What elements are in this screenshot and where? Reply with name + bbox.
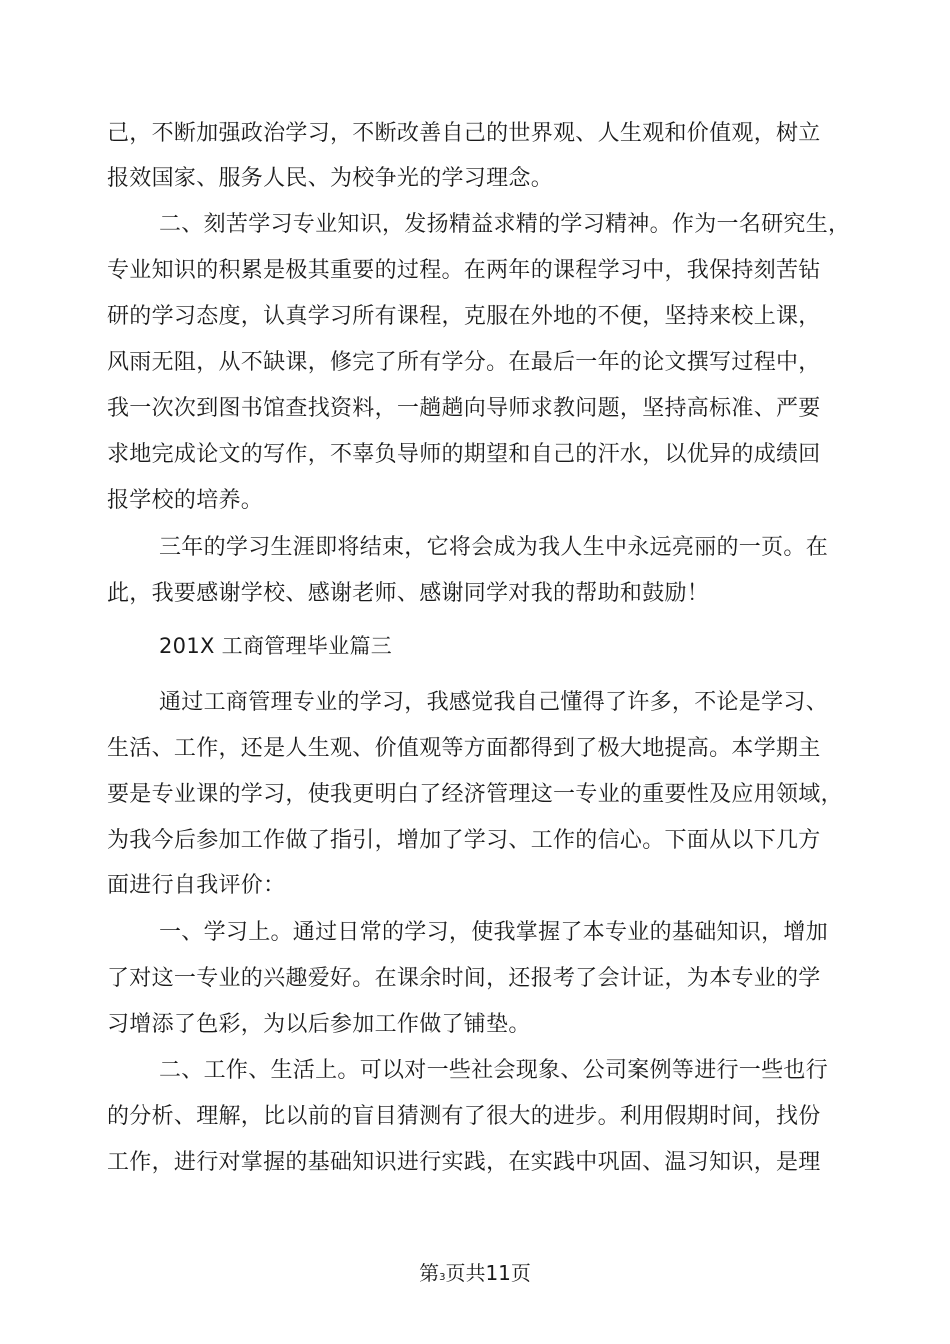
paragraph-line: 生活、工作，还是人生观、价值观等方面都得到了极大地提高。本学期主 xyxy=(107,736,821,761)
paragraph-line: 求地完成论文的写作，不辜负导师的期望和自己的汗水，以优异的成绩回 xyxy=(107,442,821,467)
paragraph-line: 为我今后参加工作做了指引，增加了学习、工作的信心。下面从以下几方 xyxy=(107,828,821,853)
paragraph-line: 二、刻苦学习专业知识，发扬精益求精的学习精神。作为一名研究生， xyxy=(159,212,851,237)
paragraph-line: 己，不断加强政治学习，不断改善自己的世界观、人生观和价值观，树立 xyxy=(107,121,821,146)
paragraph-line: 二、工作、生活上。可以对一些社会现象、公司案例等进行一些也行 xyxy=(159,1058,829,1083)
paragraph-line: 工作，进行对掌握的基础知识进行实践，在实践中巩固、温习知识，是理 xyxy=(107,1150,821,1175)
paragraph-line: 研的学习态度，认真学习所有课程，克服在外地的不便，坚持来校上课， xyxy=(107,304,821,329)
paragraph-line: 三年的学习生涯即将结束，它将会成为我人生中永远亮丽的一页。在 xyxy=(159,535,829,560)
footer-suffix: 页 xyxy=(510,1261,531,1285)
paragraph-line: 习增添了色彩，为以后参加工作做了铺垫。 xyxy=(107,1012,531,1037)
paragraph-line: 报学校的培养。 xyxy=(107,488,264,513)
section-heading: 201X 工商管理毕业篇三 xyxy=(159,634,393,658)
paragraph-line: 我一次次到图书馆查找资料，一趟趟向导师求教问题，坚持高标准、严要 xyxy=(107,396,821,421)
paragraph-line: 面进行自我评价： xyxy=(107,873,286,898)
paragraph-line: 专业知识的积累是极其重要的过程。在两年的课程学习中，我保持刻苦钻 xyxy=(107,258,821,283)
paragraph-line: 一、学习上。通过日常的学习，使我掌握了本专业的基础知识，增加 xyxy=(159,920,829,945)
paragraph-line: 通过工商管理专业的学习，我感觉我自己懂得了许多，不论是学习、 xyxy=(159,690,829,715)
paragraph-line: 了对这一专业的兴趣爱好。在课余时间，还报考了会计证，为本专业的学 xyxy=(107,966,821,991)
paragraph-line: 报效国家、服务人民、为校争光的学习理念。 xyxy=(107,166,554,191)
current-page-number: 3 xyxy=(439,1272,446,1283)
paragraph-line: 此，我要感谢学校、感谢老师、感谢同学对我的帮助和鼓励！ xyxy=(107,581,710,606)
paragraph-line: 风雨无阻，从不缺课，修完了所有学分。在最后一年的论文撰写过程中， xyxy=(107,350,821,375)
footer-prefix: 第 xyxy=(419,1261,440,1285)
total-pages-number: 11 xyxy=(485,1261,511,1285)
page-number-footer xyxy=(0,1260,950,1291)
paragraph-line: 的分析、理解，比以前的盲目猜测有了很大的进步。利用假期时间，找份 xyxy=(107,1104,821,1129)
paragraph-line: 要是专业课的学习，使我更明白了经济管理这一专业的重要性及应用领域， xyxy=(107,782,843,807)
footer-middle: 页共 xyxy=(445,1261,486,1285)
